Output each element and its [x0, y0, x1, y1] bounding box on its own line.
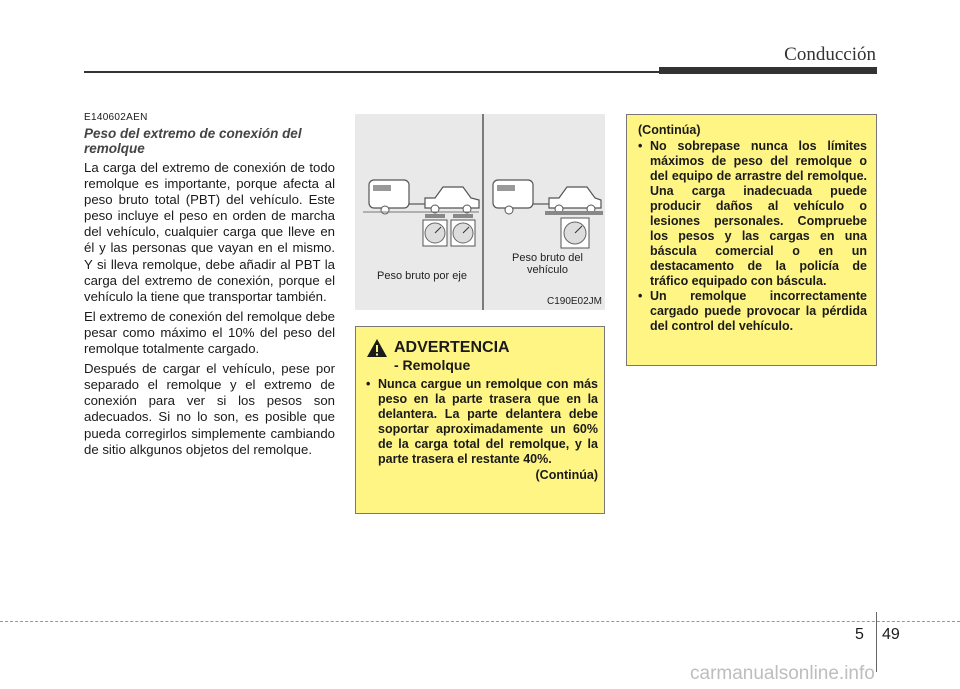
section-title: Conducción: [784, 44, 876, 65]
bullet-icon: •: [638, 139, 643, 153]
continued-bullet-1: [638, 139, 867, 289]
warning-bullet-1: [366, 377, 598, 467]
watermark: carmanualsonline.info: [690, 663, 875, 684]
paragraph-1: La carga del extremo de conexión de todo remolque es importante, porque afecta al peso bruto total (PBT) del vehículo. Este peso incluye el peso en orden de marcha del vehículo, cualquier carga que lleve en él y las personas que vayan en el mismo. Y si lleva remolque, debe añadir al PBT la carga del extremo de conexión, porque el vehículo la tiene que transportar también.: [84, 160, 335, 304]
warning-bullet-text: Nunca cargue un remolque con más peso en la parte trasera que en la delantera. La parte delantera debe soportar aproximadamente un 60% de la carga total del remolque, y la parte trasera el restante 40%.: [378, 377, 598, 466]
section-subtitle: Peso del extremo de conexión del remolque: [84, 126, 302, 156]
warning-title: ADVERTENCIA: [394, 339, 510, 356]
figure-label-vehicle: [495, 252, 600, 276]
figure-label-axle: Peso bruto por eje: [377, 270, 467, 282]
chapter-number: 5: [855, 626, 864, 643]
paragraph-3: Después de cargar el vehículo, pese por separado el remolque y el extremo de conexión para ver si los pesos son adecuados. Si no lo son, es posible que pueda corregirlos simplemente cambiando de sitio alkgunos objetos del remolque.: [84, 361, 335, 457]
page-number: 49: [882, 626, 900, 643]
section-code: E140602AEN: [84, 112, 148, 123]
warning-subtitle: - Remolque: [394, 357, 471, 373]
header-rule-thick: [659, 67, 877, 74]
header-rule-thin: [84, 71, 659, 73]
footer-dashed-rule: [0, 621, 960, 622]
continued-heading: (Continúa): [638, 123, 701, 137]
warning-continues: (Continúa): [535, 468, 598, 482]
weight-figure: [355, 114, 605, 310]
figure-label-vehicle-line1: Peso bruto del: [512, 252, 583, 264]
left-column: [84, 112, 335, 462]
warning-icon: [366, 338, 388, 358]
bullet-icon: •: [638, 289, 643, 303]
bullet-icon: •: [366, 377, 371, 391]
continued-bullet-2: [638, 289, 867, 334]
figure-code: C190E02JM: [546, 296, 602, 307]
warning-list: [366, 377, 598, 483]
paragraph-2: El extremo de conexión del remolque debe pesar como máximo el 10% del peso del remolque totalmente cargado.: [84, 308, 335, 357]
continued-list: [638, 139, 867, 334]
continued-bullet-text: No sobrepase nunca los límites máximos de peso del remolque o del equipo de arrastre del remolque. Una carga inadecuada puede producir daños al vehículo o lesiones personales. Compruebe los pesos y las cargas en una báscula comercial o en un destacamento de la policía de tráfico equipado con báscula.: [650, 139, 867, 288]
figure-label-vehicle-line2: vehículo: [527, 264, 568, 276]
warning-box: [355, 326, 605, 514]
page-number-divider: [876, 612, 877, 672]
continued-bullet-text: Un remolque incorrectamente cargado puede provocar la pérdida del control del vehículo.: [650, 289, 867, 333]
continued-box: [626, 114, 877, 366]
